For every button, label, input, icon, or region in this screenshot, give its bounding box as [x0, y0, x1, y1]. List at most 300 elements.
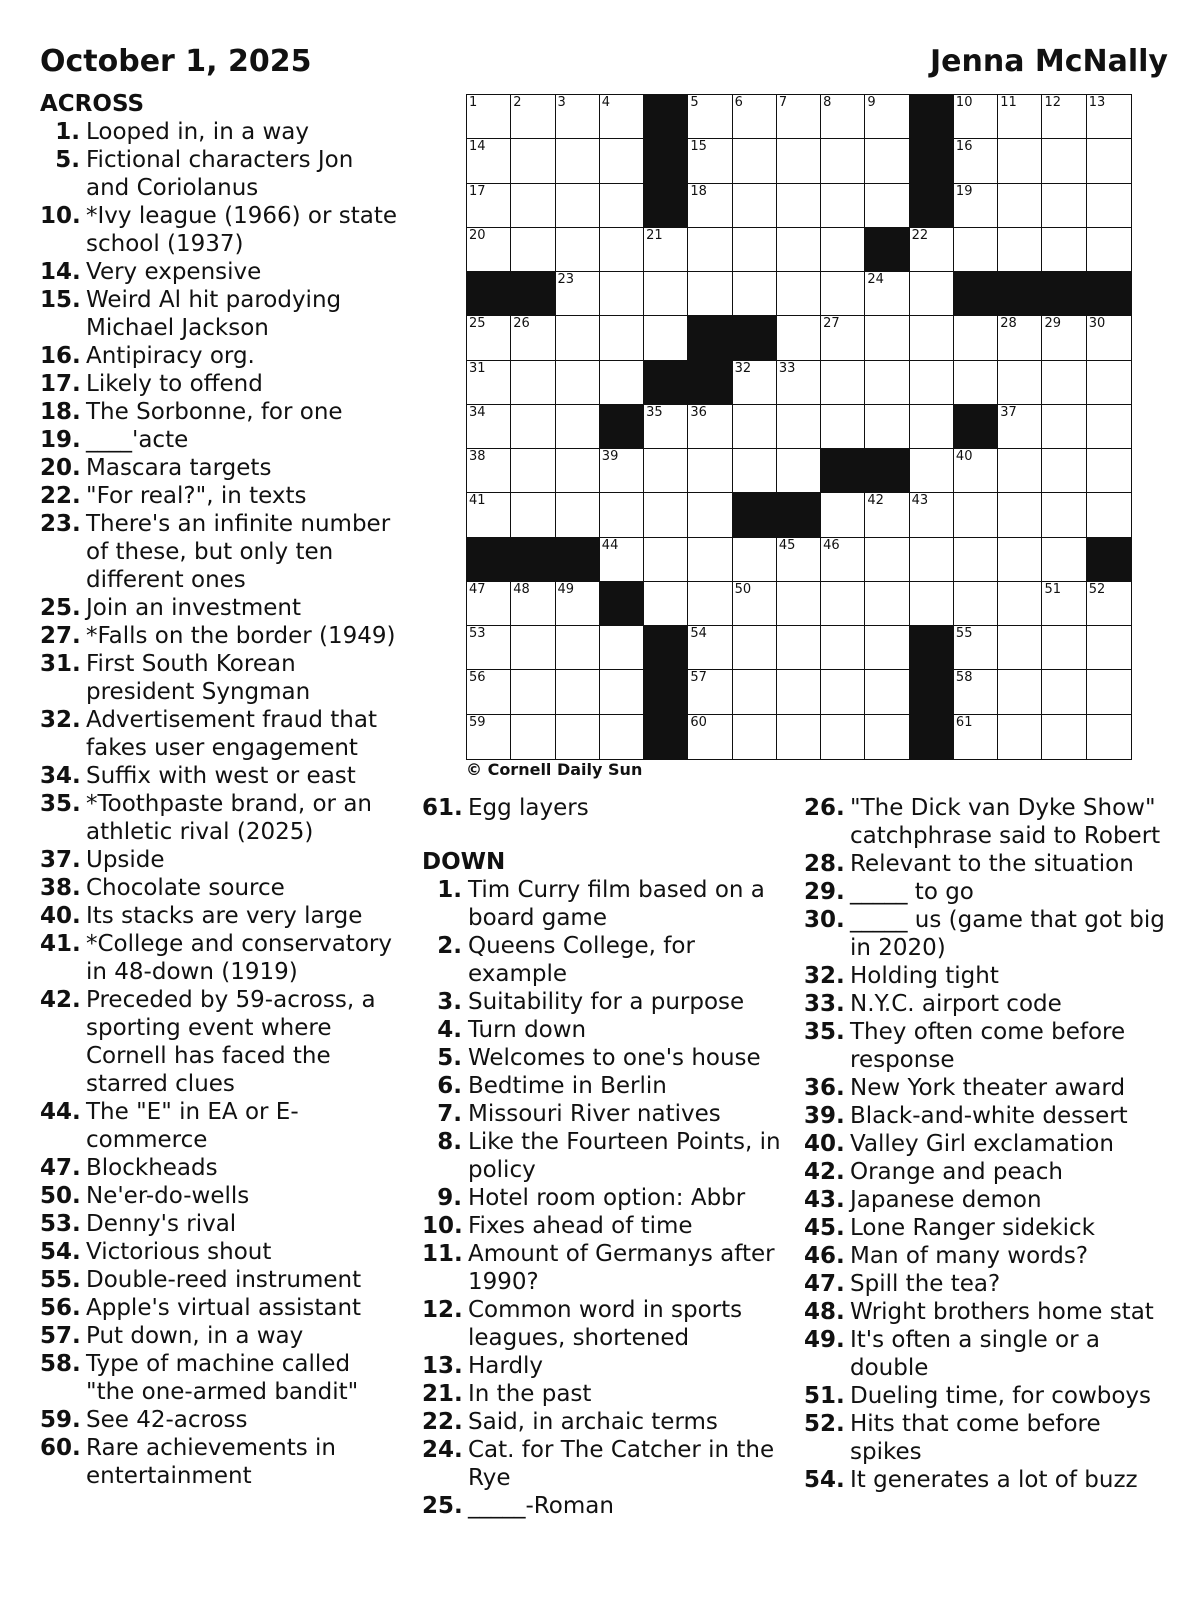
- grid-cell[interactable]: [1087, 449, 1131, 493]
- grid-cell[interactable]: [467, 228, 511, 272]
- grid-cell[interactable]: [556, 670, 600, 714]
- clue-text: Chocolate source: [86, 875, 285, 901]
- clue-text: Very expensive: [86, 259, 262, 285]
- grid-cell[interactable]: [998, 95, 1042, 139]
- grid-cell[interactable]: [688, 95, 732, 139]
- grid-cell[interactable]: [1042, 715, 1086, 759]
- grid-cell[interactable]: [954, 670, 998, 714]
- clue-text: Likely to offend: [86, 371, 263, 397]
- clue-text: They often come before response: [850, 1019, 1126, 1073]
- grid-cell[interactable]: [998, 316, 1042, 360]
- grid-cell[interactable]: [1042, 449, 1086, 493]
- clue-text: Spill the tea?: [850, 1271, 1001, 1297]
- clue-number: 34.: [40, 763, 81, 789]
- clue-text: Victorious shout: [86, 1239, 272, 1265]
- grid-cell[interactable]: [644, 272, 688, 316]
- grid-cell[interactable]: [467, 582, 511, 626]
- across-clue: [40, 342, 400, 370]
- grid-cell[interactable]: [467, 139, 511, 183]
- grid-block: [910, 184, 954, 228]
- across-clue: [40, 426, 400, 454]
- grid-cell[interactable]: [600, 493, 644, 537]
- grid-cell[interactable]: [777, 582, 821, 626]
- grid-cell[interactable]: [821, 626, 865, 670]
- grid-cell[interactable]: [1087, 139, 1131, 183]
- grid-cell[interactable]: [1042, 228, 1086, 272]
- across-clue: [40, 202, 400, 258]
- grid-cell[interactable]: [556, 139, 600, 183]
- grid-cell[interactable]: [1042, 670, 1086, 714]
- grid-cell[interactable]: [511, 449, 555, 493]
- grid-cell[interactable]: [777, 95, 821, 139]
- grid-cell[interactable]: [1087, 95, 1131, 139]
- grid-cell[interactable]: [511, 670, 555, 714]
- grid-cell[interactable]: [865, 715, 909, 759]
- grid-cell[interactable]: [644, 582, 688, 626]
- clue-number: 53.: [40, 1211, 81, 1237]
- grid-cell[interactable]: [688, 139, 732, 183]
- clue-number: 54.: [40, 1239, 81, 1265]
- grid-cell[interactable]: [556, 316, 600, 360]
- grid-cell[interactable]: [821, 670, 865, 714]
- grid-cell[interactable]: [910, 272, 954, 316]
- grid-cell[interactable]: [821, 228, 865, 272]
- cell-number: 10: [955, 95, 973, 110]
- grid-cell[interactable]: [821, 538, 865, 582]
- grid-cell[interactable]: [998, 405, 1042, 449]
- clue-text: See 42-across: [86, 1407, 248, 1433]
- down-clue: [804, 1298, 1176, 1326]
- grid-cell[interactable]: [777, 228, 821, 272]
- grid-cell[interactable]: [644, 449, 688, 493]
- clue-text: N.Y.C. airport code: [850, 991, 1062, 1017]
- grid-block: [1087, 538, 1131, 582]
- grid-cell[interactable]: [688, 184, 732, 228]
- grid-cell[interactable]: [733, 449, 777, 493]
- clue-text: Hardly: [468, 1353, 544, 1379]
- grid-block: [644, 95, 688, 139]
- grid-cell[interactable]: [1087, 670, 1131, 714]
- grid-cell[interactable]: [821, 139, 865, 183]
- grid-cell[interactable]: [1042, 538, 1086, 582]
- grid-cell[interactable]: [910, 493, 954, 537]
- grid-cell[interactable]: [600, 272, 644, 316]
- across-heading: ACROSS: [40, 91, 145, 117]
- grid-cell[interactable]: [1042, 139, 1086, 183]
- clue-number: 42.: [804, 1159, 845, 1185]
- grid-cell[interactable]: [1042, 316, 1086, 360]
- grid-cell[interactable]: [644, 316, 688, 360]
- down-clue: [422, 876, 792, 932]
- grid-cell[interactable]: [467, 626, 511, 670]
- grid-cell[interactable]: [511, 316, 555, 360]
- cell-number: 38: [469, 449, 486, 465]
- grid-cell[interactable]: [600, 228, 644, 272]
- grid-cell[interactable]: [954, 538, 998, 582]
- grid-cell[interactable]: [865, 272, 909, 316]
- grid-cell[interactable]: [556, 405, 600, 449]
- down-clue: [804, 1158, 1176, 1186]
- clue-number: 37.: [40, 847, 81, 873]
- grid-cell[interactable]: [821, 272, 865, 316]
- grid-cell[interactable]: [865, 493, 909, 537]
- grid-cell[interactable]: [865, 405, 909, 449]
- cell-number: 56: [469, 670, 486, 686]
- grid-cell[interactable]: [1042, 493, 1086, 537]
- grid-cell[interactable]: [954, 316, 998, 360]
- grid-cell[interactable]: [467, 493, 511, 537]
- grid-cell[interactable]: [688, 715, 732, 759]
- clue-text: First South Korean president Syngman: [86, 651, 311, 705]
- grid-cell[interactable]: [467, 405, 511, 449]
- cell-number: 52: [1088, 581, 1106, 597]
- grid-cell[interactable]: [910, 405, 954, 449]
- grid-cell[interactable]: [511, 184, 555, 228]
- down-clue: [804, 1130, 1176, 1158]
- grid-cell[interactable]: [865, 316, 909, 360]
- grid-cell[interactable]: [1042, 626, 1086, 670]
- grid-cell[interactable]: [1042, 582, 1086, 626]
- clue-number: 57.: [40, 1323, 81, 1349]
- clue-number: 1.: [437, 877, 462, 903]
- grid-cell[interactable]: [467, 361, 511, 405]
- grid-cell[interactable]: [511, 626, 555, 670]
- grid-cell[interactable]: [998, 670, 1042, 714]
- grid-cell[interactable]: [998, 493, 1042, 537]
- grid-cell[interactable]: [910, 361, 954, 405]
- grid-cell[interactable]: [733, 582, 777, 626]
- grid-cell[interactable]: [954, 228, 998, 272]
- down-clue: [804, 1074, 1176, 1102]
- grid-cell[interactable]: [467, 95, 511, 139]
- grid-cell[interactable]: [777, 715, 821, 759]
- clue-text: *College and conservatory in 48-down (1919): [86, 931, 392, 985]
- cell-number: 11: [1000, 95, 1017, 110]
- clue-number: 47.: [40, 1155, 81, 1181]
- grid-cell[interactable]: [688, 582, 732, 626]
- grid-cell[interactable]: [1087, 228, 1131, 272]
- clue-number: 11.: [422, 1241, 463, 1267]
- grid-cell[interactable]: [688, 228, 732, 272]
- grid-cell[interactable]: [688, 626, 732, 670]
- clue-text: It's often a single or a double: [850, 1327, 1100, 1381]
- clue-text: Tim Curry film based on a board game: [468, 877, 765, 931]
- grid-cell[interactable]: [600, 139, 644, 183]
- clue-text: Put down, in a way: [86, 1323, 304, 1349]
- grid-cell[interactable]: [467, 670, 511, 714]
- grid-cell[interactable]: [821, 316, 865, 360]
- grid-cell[interactable]: [821, 493, 865, 537]
- grid-cell[interactable]: [821, 405, 865, 449]
- clue-number: 46.: [804, 1243, 845, 1269]
- grid-cell[interactable]: [511, 493, 555, 537]
- grid-cell[interactable]: [821, 184, 865, 228]
- grid-cell[interactable]: [733, 272, 777, 316]
- grid-cell[interactable]: [954, 626, 998, 670]
- grid-cell[interactable]: [777, 449, 821, 493]
- clue-number: 1.: [55, 119, 80, 145]
- grid-cell[interactable]: [600, 538, 644, 582]
- grid-cell[interactable]: [733, 139, 777, 183]
- grid-cell[interactable]: [1042, 184, 1086, 228]
- grid-cell[interactable]: [1087, 184, 1131, 228]
- across-clue: [40, 594, 400, 622]
- clue-text: _____ us (game that got big in 2020): [850, 907, 1165, 961]
- across-clue: [40, 258, 400, 286]
- clue-text: Apple's virtual assistant: [86, 1295, 362, 1321]
- grid-cell[interactable]: [954, 493, 998, 537]
- grid-cell[interactable]: [688, 449, 732, 493]
- clue-number: 35.: [804, 1019, 845, 1045]
- grid-cell[interactable]: [644, 538, 688, 582]
- grid-block: [556, 538, 600, 582]
- down-clue: [804, 1410, 1176, 1466]
- grid-cell[interactable]: [556, 626, 600, 670]
- down-clue: [804, 962, 1176, 990]
- clue-text: Dueling time, for cowboys: [850, 1383, 1152, 1409]
- down-clue: [804, 906, 1176, 962]
- grid-cell[interactable]: [865, 538, 909, 582]
- clue-number: 41.: [40, 931, 81, 957]
- grid-cell[interactable]: [688, 493, 732, 537]
- clue-number: 5.: [437, 1045, 462, 1071]
- grid-cell[interactable]: [865, 361, 909, 405]
- grid-cell[interactable]: [910, 316, 954, 360]
- grid-cell[interactable]: [688, 405, 732, 449]
- grid-cell[interactable]: [910, 582, 954, 626]
- grid-cell[interactable]: [556, 184, 600, 228]
- clue-text: Hotel room option: Abbr: [468, 1185, 746, 1211]
- clue-number: 19.: [40, 427, 81, 453]
- grid-cell[interactable]: [777, 670, 821, 714]
- across-clue: [40, 986, 400, 1098]
- grid-cell[interactable]: [600, 95, 644, 139]
- grid-cell[interactable]: [688, 272, 732, 316]
- grid-cell[interactable]: [865, 582, 909, 626]
- grid-cell[interactable]: [511, 582, 555, 626]
- grid-cell[interactable]: [556, 493, 600, 537]
- clue-text: There's an infinite number of these, but only ten different ones: [86, 511, 391, 593]
- clue-number: 43.: [804, 1187, 845, 1213]
- grid-cell[interactable]: [511, 361, 555, 405]
- grid-cell[interactable]: [556, 272, 600, 316]
- across-clue: [40, 874, 400, 902]
- down-clue: [804, 1242, 1176, 1270]
- grid-cell[interactable]: [733, 95, 777, 139]
- grid-cell[interactable]: [733, 626, 777, 670]
- grid-cell[interactable]: [688, 538, 732, 582]
- grid-cell[interactable]: [910, 538, 954, 582]
- grid-cell[interactable]: [998, 139, 1042, 183]
- clue-text: The Sorbonne, for one: [86, 399, 343, 425]
- grid-cell[interactable]: [777, 538, 821, 582]
- grid-cell[interactable]: [1087, 316, 1131, 360]
- grid-cell[interactable]: [733, 538, 777, 582]
- down-clue: [422, 1436, 792, 1492]
- clue-text: In the past: [468, 1381, 592, 1407]
- grid-cell[interactable]: [511, 405, 555, 449]
- grid-cell[interactable]: [511, 228, 555, 272]
- grid-cell[interactable]: [644, 405, 688, 449]
- grid-cell[interactable]: [467, 449, 511, 493]
- grid-cell[interactable]: [733, 715, 777, 759]
- grid-cell[interactable]: [556, 582, 600, 626]
- across-clue: [40, 706, 400, 762]
- clue-number: 26.: [804, 795, 845, 821]
- grid-cell[interactable]: [821, 582, 865, 626]
- across-clue: [40, 286, 400, 342]
- grid-cell[interactable]: [954, 449, 998, 493]
- grid-cell[interactable]: [556, 228, 600, 272]
- clue-number: 33.: [804, 991, 845, 1017]
- grid-cell[interactable]: [644, 228, 688, 272]
- grid-cell[interactable]: [511, 95, 555, 139]
- grid-cell[interactable]: [954, 582, 998, 626]
- across-clue: [40, 398, 400, 426]
- grid-cell[interactable]: [556, 449, 600, 493]
- down-clue: [422, 1352, 792, 1380]
- grid-cell[interactable]: [865, 139, 909, 183]
- grid-cell[interactable]: [600, 626, 644, 670]
- across-clue: [40, 1238, 400, 1266]
- grid-cell[interactable]: [733, 184, 777, 228]
- clue-number: 22.: [422, 1409, 463, 1435]
- grid-cell[interactable]: [998, 449, 1042, 493]
- grid-cell[interactable]: [998, 228, 1042, 272]
- grid-cell[interactable]: [998, 184, 1042, 228]
- grid-block: [511, 272, 555, 316]
- grid-cell[interactable]: [1042, 95, 1086, 139]
- grid-block: [644, 361, 688, 405]
- clue-text: *Falls on the border (1949): [86, 623, 396, 649]
- grid-cell[interactable]: [733, 228, 777, 272]
- grid-cell[interactable]: [733, 405, 777, 449]
- clue-text: Advertisement fraud that fakes user engagement: [86, 707, 377, 761]
- grid-cell[interactable]: [777, 272, 821, 316]
- grid-cell[interactable]: [467, 316, 511, 360]
- grid-cell[interactable]: [1087, 715, 1131, 759]
- across-clue: [40, 846, 400, 874]
- across-clue: [40, 370, 400, 398]
- grid-cell[interactable]: [600, 361, 644, 405]
- grid-cell[interactable]: [600, 670, 644, 714]
- grid-cell[interactable]: [954, 95, 998, 139]
- across-clue: [40, 930, 400, 986]
- grid-cell[interactable]: [821, 361, 865, 405]
- grid-cell[interactable]: [821, 715, 865, 759]
- grid-cell[interactable]: [600, 316, 644, 360]
- grid-cell[interactable]: [998, 626, 1042, 670]
- clue-number: 14.: [40, 259, 81, 285]
- clue-number: 7.: [437, 1101, 462, 1127]
- grid-cell[interactable]: [1087, 405, 1131, 449]
- down-clue: [422, 1184, 792, 1212]
- grid-cell[interactable]: [600, 184, 644, 228]
- across-clue: [40, 1350, 400, 1406]
- down-clue: [804, 794, 1176, 850]
- grid-cell[interactable]: [954, 184, 998, 228]
- grid-cell[interactable]: [600, 449, 644, 493]
- cell-number: 53: [469, 626, 486, 642]
- grid-cell[interactable]: [467, 715, 511, 759]
- cell-number: 45: [778, 537, 796, 553]
- clue-number: 30.: [804, 907, 845, 933]
- grid-cell[interactable]: [1087, 626, 1131, 670]
- puzzle-date: October 1, 2025: [40, 44, 312, 79]
- clue-text: Blockheads: [86, 1155, 218, 1181]
- grid-cell[interactable]: [777, 361, 821, 405]
- down-clue: [422, 1100, 792, 1128]
- grid-block: [821, 449, 865, 493]
- grid-cell[interactable]: [954, 139, 998, 183]
- down-clue: [422, 1044, 792, 1072]
- grid-cell[interactable]: [821, 95, 865, 139]
- grid-cell[interactable]: [1087, 493, 1131, 537]
- grid-cell[interactable]: [511, 139, 555, 183]
- grid-cell[interactable]: [865, 626, 909, 670]
- grid-cell[interactable]: [467, 184, 511, 228]
- grid-cell[interactable]: [865, 670, 909, 714]
- grid-block: [644, 139, 688, 183]
- down-clue: [804, 1466, 1176, 1494]
- grid-cell[interactable]: [733, 670, 777, 714]
- grid-cell[interactable]: [998, 715, 1042, 759]
- grid-cell[interactable]: [910, 449, 954, 493]
- grid-cell[interactable]: [865, 184, 909, 228]
- grid-cell[interactable]: [1087, 582, 1131, 626]
- grid-cell[interactable]: [644, 493, 688, 537]
- grid-cell[interactable]: [954, 361, 998, 405]
- grid-cell[interactable]: [600, 715, 644, 759]
- clue-number: 32.: [40, 707, 81, 733]
- grid-cell[interactable]: [954, 715, 998, 759]
- grid-cell[interactable]: [865, 95, 909, 139]
- clue-number: 45.: [804, 1215, 845, 1241]
- down-clue: [804, 1270, 1176, 1298]
- grid-cell[interactable]: [777, 184, 821, 228]
- across-clue: [40, 762, 400, 790]
- clue-text: New York theater award: [850, 1075, 1126, 1101]
- grid-cell[interactable]: [777, 626, 821, 670]
- grid-block: [910, 670, 954, 714]
- cell-number: 23: [557, 272, 575, 288]
- grid-cell[interactable]: [1087, 361, 1131, 405]
- clue-text: Turn down: [468, 1017, 587, 1043]
- grid-cell[interactable]: [777, 405, 821, 449]
- grid-cell[interactable]: [777, 139, 821, 183]
- grid-cell[interactable]: [511, 715, 555, 759]
- grid-cell[interactable]: [556, 95, 600, 139]
- grid-cell[interactable]: [1042, 361, 1086, 405]
- down-clue: [422, 932, 792, 988]
- grid-cell[interactable]: [910, 228, 954, 272]
- grid-cell[interactable]: [556, 715, 600, 759]
- clue-number: 32.: [804, 963, 845, 989]
- grid-cell[interactable]: [998, 538, 1042, 582]
- grid-cell[interactable]: [556, 361, 600, 405]
- grid-cell[interactable]: [733, 361, 777, 405]
- clue-number: 52.: [804, 1411, 845, 1437]
- grid-cell[interactable]: [688, 670, 732, 714]
- clue-text: "For real?", in texts: [86, 483, 307, 509]
- clue-text: Fixes ahead of time: [468, 1213, 693, 1239]
- across-clue: [40, 1098, 400, 1154]
- grid-cell[interactable]: [998, 582, 1042, 626]
- grid-cell[interactable]: [1042, 405, 1086, 449]
- clue-number: 60.: [40, 1435, 81, 1461]
- grid-cell[interactable]: [777, 316, 821, 360]
- grid-cell[interactable]: [998, 361, 1042, 405]
